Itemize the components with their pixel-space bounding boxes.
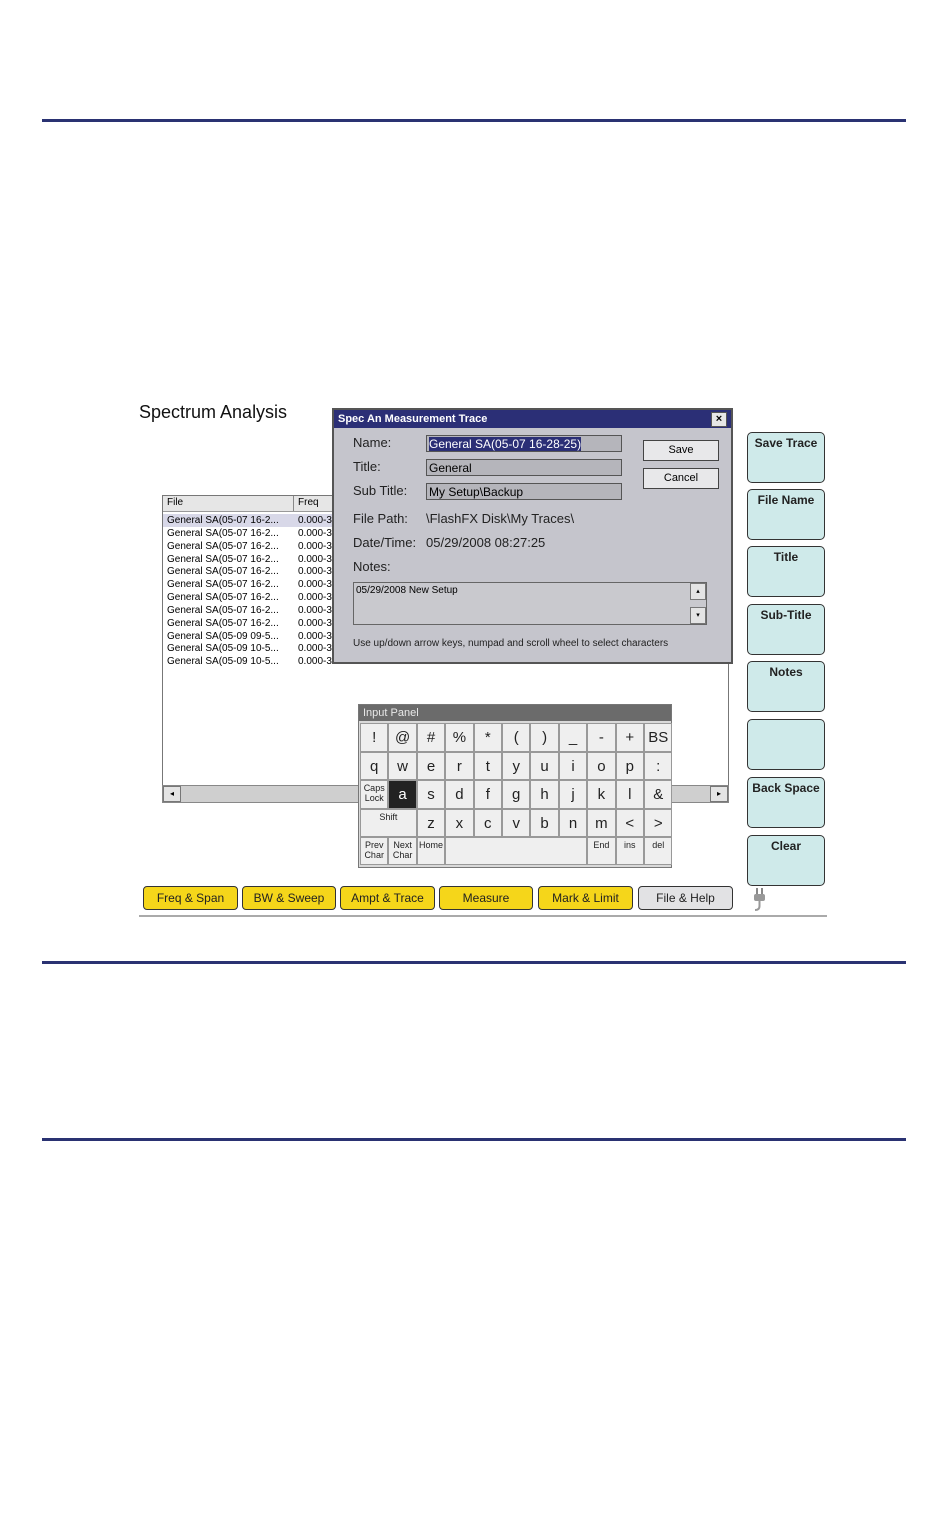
key-bs[interactable]: BS <box>644 723 672 752</box>
key-n[interactable]: n <box>559 809 587 838</box>
key--[interactable]: % <box>445 723 473 752</box>
key--[interactable]: # <box>417 723 445 752</box>
close-icon[interactable]: × <box>711 412 727 427</box>
key-shift[interactable]: Shift <box>360 809 417 838</box>
menu-file-help[interactable]: File & Help <box>638 886 733 910</box>
key-j[interactable]: j <box>559 780 587 809</box>
freq-cell: 0.000-3 <box>298 515 332 526</box>
key--[interactable]: @ <box>388 723 416 752</box>
key-k[interactable]: k <box>587 780 615 809</box>
key-x[interactable]: x <box>445 809 473 838</box>
key--[interactable]: ( <box>502 723 530 752</box>
bottom-menu-bar <box>139 883 827 917</box>
file-name-cell: General SA(05-07 16-2... <box>167 540 279 552</box>
file-name-cell: General SA(05-09 10-5... <box>167 643 279 655</box>
key--[interactable]: _ <box>559 723 587 752</box>
name-label: Name: <box>353 435 392 450</box>
input-panel <box>358 704 672 868</box>
column-header-freq[interactable]: Freq <box>298 497 319 508</box>
key-w[interactable]: w <box>388 752 416 781</box>
key-v[interactable]: v <box>502 809 530 838</box>
key--[interactable]: - <box>587 723 615 752</box>
softkey-back-space[interactable]: Back Space <box>747 777 825 828</box>
notes-value: 05/29/2008 New Setup <box>356 585 458 596</box>
key-home[interactable]: Home <box>417 837 445 865</box>
key--[interactable]: ) <box>530 723 558 752</box>
key-b[interactable]: b <box>530 809 558 838</box>
softkey-file-name[interactable]: File Name <box>747 489 825 540</box>
key-c[interactable]: c <box>474 809 502 838</box>
title-label: Title: <box>353 459 381 474</box>
dialog-title: Spec An Measurement Trace <box>338 413 488 425</box>
dialog-hint: Use up/down arrow keys, numpad and scroll wheel to select characters <box>353 638 669 649</box>
key-end[interactable]: End <box>587 837 615 865</box>
file-name-cell: General SA(05-07 16-2... <box>167 592 279 604</box>
key-p[interactable]: p <box>616 752 644 781</box>
notes-textarea[interactable] <box>353 582 707 625</box>
key-t[interactable]: t <box>474 752 502 781</box>
middle-divider <box>42 961 906 964</box>
softkey-notes[interactable]: Notes <box>747 661 825 712</box>
freq-cell: 0.000-3 <box>298 656 332 668</box>
file-name-cell: General SA(05-07 16-2... <box>167 579 279 591</box>
key-del[interactable]: del <box>644 837 672 865</box>
freq-cell: 0.000-3 <box>298 553 332 565</box>
notes-label: Notes: <box>353 559 391 574</box>
freq-cell: 0.000-3 <box>298 527 332 539</box>
key-h[interactable]: h <box>530 780 558 809</box>
softkey-sub-title[interactable]: Sub-Title <box>747 604 825 655</box>
menu-mark-limit[interactable]: Mark & Limit <box>538 886 633 910</box>
key-caps-lock[interactable]: Caps Lock <box>360 780 388 809</box>
freq-cell: 0.000-3 <box>298 540 332 552</box>
softkey-title[interactable]: Title <box>747 546 825 597</box>
key-e[interactable]: e <box>417 752 445 781</box>
lower-divider <box>42 1138 906 1141</box>
key-next-char[interactable]: Next Char <box>388 837 416 865</box>
save-button[interactable]: Save <box>643 440 719 461</box>
key-prev-char[interactable]: Prev Char <box>360 837 388 865</box>
datetime-label: Date/Time: <box>353 535 417 550</box>
key-g[interactable]: g <box>502 780 530 809</box>
notes-scroll-down-icon[interactable]: ▾ <box>690 607 706 624</box>
key-o[interactable]: o <box>587 752 615 781</box>
file-name-cell: General SA(05-07 16-2... <box>167 527 279 539</box>
key-r[interactable]: r <box>445 752 473 781</box>
notes-scroll-up-icon[interactable]: ▴ <box>690 583 706 600</box>
key-space[interactable] <box>445 837 587 865</box>
menu-measure[interactable]: Measure <box>439 886 533 910</box>
key--[interactable]: : <box>644 752 672 781</box>
softkey-save-trace[interactable]: Save Trace <box>747 432 825 483</box>
file-name-cell: General SA(05-07 16-2... <box>167 515 279 526</box>
file-name-cell: General SA(05-07 16-2... <box>167 604 279 616</box>
menu-freq-span[interactable]: Freq & Span <box>143 886 238 910</box>
subtitle-label: Sub Title: <box>353 483 408 498</box>
column-header-file[interactable]: File <box>167 497 184 508</box>
key-z[interactable]: z <box>417 809 445 838</box>
top-divider <box>42 119 906 122</box>
dialog-titlebar <box>334 410 731 428</box>
key-a[interactable]: a <box>388 780 416 809</box>
key--[interactable]: ! <box>360 723 388 752</box>
input-panel-title: Input Panel <box>359 705 671 721</box>
key-ins[interactable]: ins <box>616 837 644 865</box>
datetime-value: 05/29/2008 08:27:25 <box>426 535 546 550</box>
file-name-cell: General SA(05-07 16-2... <box>167 566 279 578</box>
key-q[interactable]: q <box>360 752 388 781</box>
filepath-value: \FlashFX Disk\My Traces\ <box>426 511 575 526</box>
key-f[interactable]: f <box>474 780 502 809</box>
key-d[interactable]: d <box>445 780 473 809</box>
key-i[interactable]: i <box>559 752 587 781</box>
menu-bw-sweep[interactable]: BW & Sweep <box>242 886 336 910</box>
key--[interactable]: < <box>616 809 644 838</box>
power-plug-icon <box>750 886 768 912</box>
file-name-cell: General SA(05-09 10-5... <box>167 656 279 668</box>
key-m[interactable]: m <box>587 809 615 838</box>
freq-cell: 0.000-3 <box>298 630 332 642</box>
cancel-button[interactable]: Cancel <box>643 468 719 489</box>
key--[interactable]: & <box>644 780 672 809</box>
key-s[interactable]: s <box>417 780 445 809</box>
key-y[interactable]: y <box>502 752 530 781</box>
key--[interactable]: + <box>616 723 644 752</box>
freq-cell: 0.000-3 <box>298 566 332 578</box>
freq-cell: 0.000-3 <box>298 604 332 616</box>
key--[interactable]: * <box>474 723 502 752</box>
scroll-right-icon[interactable]: ▸ <box>710 786 728 802</box>
file-name-cell: General SA(05-07 16-2... <box>167 553 279 565</box>
freq-cell: 0.000-3 <box>298 579 332 591</box>
subtitle-field[interactable]: My Setup\Backup <box>426 483 622 500</box>
scroll-left-icon[interactable]: ◂ <box>163 786 181 802</box>
softkey-blank[interactable] <box>747 719 825 770</box>
filepath-label: File Path: <box>353 511 408 526</box>
app-title: Spectrum Analysis <box>139 402 288 422</box>
title-field[interactable]: General <box>426 459 622 476</box>
name-field[interactable]: General SA(05-07 16-28-25) <box>426 435 622 452</box>
softkey-clear[interactable]: Clear <box>747 835 825 886</box>
freq-cell: 0.000-3 <box>298 643 332 655</box>
key-u[interactable]: u <box>530 752 558 781</box>
freq-cell: 0.000-3 <box>298 592 332 604</box>
measurement-trace-dialog <box>332 408 733 664</box>
key-l[interactable]: l <box>616 780 644 809</box>
file-name-cell: General SA(05-07 16-2... <box>167 617 279 629</box>
menu-ampt-trace[interactable]: Ampt & Trace <box>340 886 435 910</box>
file-name-cell: General SA(05-09 09-5... <box>167 630 279 642</box>
freq-cell: 0.000-3 <box>298 617 332 629</box>
key--[interactable]: > <box>644 809 672 838</box>
